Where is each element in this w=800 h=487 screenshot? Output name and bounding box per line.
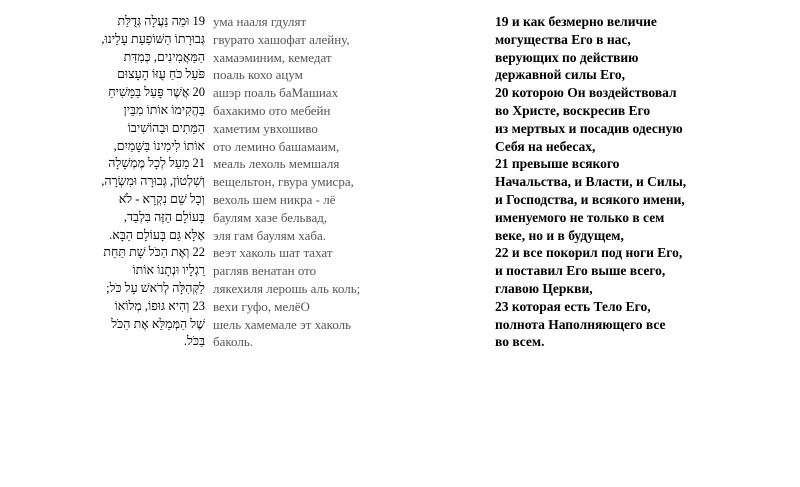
russian-translation-column	[495, 13, 795, 351]
transliteration-column	[213, 13, 388, 351]
russian-line: во Христе, воскресив Его	[495, 102, 651, 118]
russian-line: 21 превыше всякого	[495, 156, 620, 172]
hebrew-line: רַגְלָיו וּנְתָנוֹ אוֹתוֹ	[132, 263, 205, 278]
hebrew-line: הַמַּאֲמִינִים, כְּמִדַּת	[123, 49, 205, 64]
russian-line: державной силы Его,	[495, 67, 626, 83]
transliteration-line: хаметим увхошиво	[213, 120, 318, 136]
transliteration-line: шель хамемале эт хаколь	[213, 316, 352, 332]
hebrew-line: שֶׁל הַמְּמַלֵּא אֶת הַכֹּל	[111, 316, 205, 331]
russian-line: могущества Его в нас,	[495, 31, 631, 47]
hebrew-line: 21 מֵעַל לְכָל מֶמְשָׁלָה	[108, 156, 205, 171]
transliteration-line: поаль кохо ацум	[213, 67, 303, 83]
transliteration-line: эля гам баулям хаба.	[213, 227, 326, 243]
russian-line: во всем.	[495, 334, 545, 350]
hebrew-line: אֶלָּא גַּם בָּעוֹלָם הַבָּא.	[109, 227, 205, 242]
transliteration-line: вехи гуфо, мелёО	[213, 298, 310, 314]
transliteration-line: вехоль шем никра - лё	[213, 191, 336, 207]
hebrew-line: 20 אֲשֶׁר פָּעַל בַּמָּשִׁיחַ	[108, 85, 205, 100]
russian-line: 22 и все покорил под ноги Его,	[495, 245, 683, 261]
russian-line: именуемого не только в сем	[495, 209, 665, 225]
transliteration-line: баулям хазе бельвад,	[213, 209, 328, 225]
russian-line: верующих по действию	[495, 49, 639, 65]
russian-line: 19 и как безмерно величие	[495, 14, 657, 29]
hebrew-line: פֹּעַל כֹּחַ עֻזּוֹ הָעָצוּם	[117, 67, 205, 82]
transliteration-line: бахакимо ото мебейн	[213, 102, 331, 118]
hebrew-line: בַּהֲקִימוֹ אוֹתוֹ מִבֵּין	[123, 102, 205, 117]
transliteration-line: рагляв венатан ото	[213, 263, 317, 279]
hebrew-line: הַמֵּתִים וּבַהוֹשִׁיבוֹ	[127, 120, 205, 135]
transliteration-line: хамаэминим, кемедат	[213, 49, 332, 65]
transliteration-line: меаль лехоль мемшаля	[213, 156, 340, 172]
hebrew-line: 19 וּמַה נַּעֲלָה גְּדֻלַּת	[117, 14, 205, 28]
russian-line: 20 которою Он воздействовал	[495, 85, 677, 101]
transliteration-line: баколь.	[213, 334, 254, 350]
russian-line: из мертвых и посадив одесную	[495, 120, 683, 136]
hebrew-line: גְּבוּרָתוֹ הַשּׁוֹפַעַת עָלֵינוּ,	[101, 31, 205, 46]
transliteration-line: лякехиля лерошь аль коль;	[213, 280, 361, 296]
transliteration-line: веэт хаколь шат тахат	[213, 245, 333, 261]
transliteration-line: ашэр поаль баМашиах	[213, 85, 339, 101]
russian-line: и Господства, и всякого имени,	[495, 191, 685, 207]
hebrew-line: 23 וְהִיא גּוּפוֹ, מְלוֹאוֹ	[114, 298, 205, 313]
hebrew-line: וְשִׁלְטוֹן, גְּבוּרָה וּמִשְׂרָה,	[101, 174, 205, 189]
transliteration-line: ото лемино башамаим,	[213, 138, 340, 154]
hebrew-line: וְכָל שֵׁם נִקְרָא - לֹא	[118, 191, 205, 206]
russian-line: Начальства, и Власти, и Силы,	[495, 174, 687, 190]
hebrew-line: בַּכֹּל.	[183, 334, 205, 349]
russian-line: и поставил Его выше всего,	[495, 263, 666, 279]
hebrew-line: אוֹתוֹ לִימִינוֹ בַּשָּׁמַיִם,	[113, 138, 205, 153]
hebrew-line: בָּעוֹלָם הַזֶּה בִּלְבַד,	[123, 209, 205, 224]
hebrew-line: לַקְּהִלָּה לְרֹאשׁ עַל כֹּל;	[106, 280, 205, 295]
transliteration-line: вещельтон, гвура умисра,	[213, 174, 354, 190]
transliteration-line: гвурато хашофат алейну,	[213, 31, 350, 47]
russian-line: 23 которая есть Тело Его,	[495, 298, 651, 314]
russian-line: веке, но и в будущем,	[495, 227, 624, 243]
russian-line: полнота Наполняющего все	[495, 316, 666, 332]
transliteration-line: ума нааля гдулят	[213, 14, 307, 29]
russian-line: главою Церкви,	[495, 280, 593, 296]
hebrew-text-column	[60, 13, 205, 351]
russian-line: Себя на небесах,	[495, 138, 596, 154]
hebrew-line: 22 וְאֶת הַכֹּל שָׁת תַּחַת	[103, 245, 205, 260]
